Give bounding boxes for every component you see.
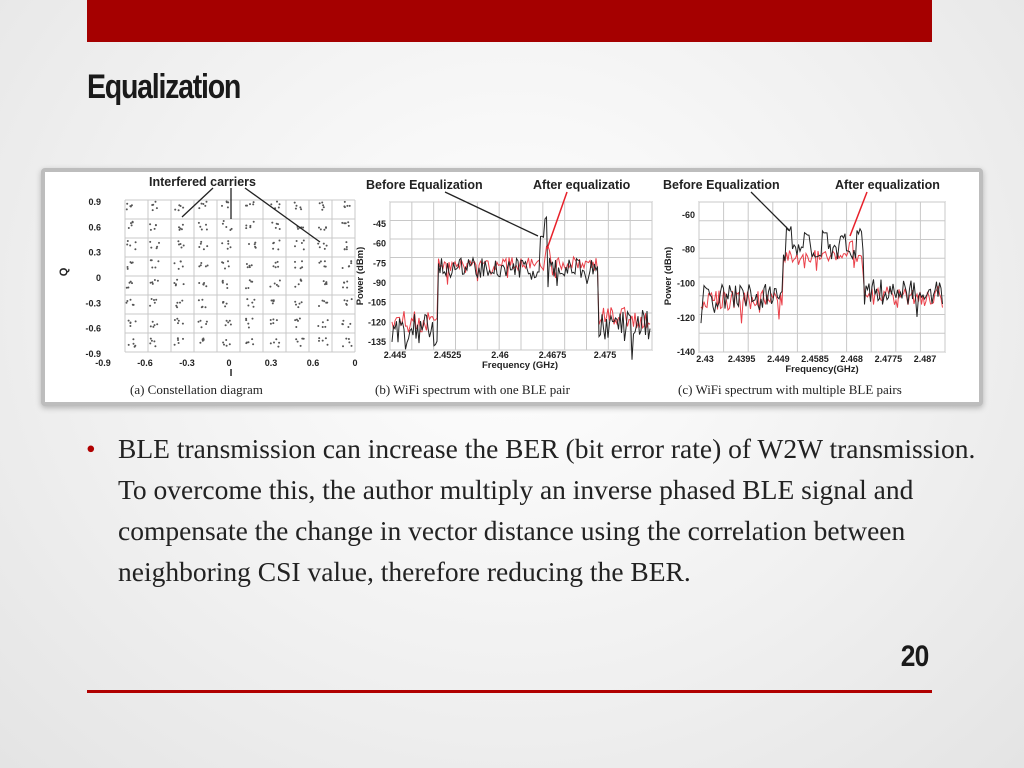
bullet-item [86, 428, 986, 592]
panel-a-y-tick-label: 0.9 [88, 197, 101, 207]
bullet-text: BLE transmission can increase the BER (bit error rate) of W2W transmission. To overcome this, the author multiply an inverse phased BLE signal and compensate the change in vector distance using the correlation between neighboring CSI value, therefore reducing the BER. [118, 433, 976, 587]
panel-a-x-label: I [229, 368, 233, 379]
panel-c-caption: (c) WiFi spectrum with multiple BLE pairs [678, 382, 902, 397]
panel-a-x-tick-label: -0.3 [179, 358, 195, 368]
panel-c-y-tick-label: -120 [676, 312, 695, 323]
panel-a-x-tick-label: -0.9 [95, 358, 111, 368]
panel-a-x-tick-label: 0 [352, 358, 358, 368]
panel-c-y-tick-label: -80 [681, 244, 695, 255]
panel-b-x-label: Frequency (GHz) [481, 360, 559, 371]
bullet-dot: • [86, 433, 96, 464]
panel-b-x-tick-label: 2.475 [593, 350, 617, 360]
panel-b-y-tick-label: -120 [367, 317, 386, 328]
panel-b-y-tick-label: -135 [367, 337, 386, 347]
panel-a-constellation [58, 175, 358, 397]
panel-a-y-tick-label: 0 [95, 273, 101, 283]
panel-a-x-tick-label: 0.3 [264, 358, 278, 368]
panel-b-y-tick-label: -75 [372, 258, 386, 269]
panel-a-caption: (a) Constellation diagram [130, 382, 263, 397]
panel-a-y-tick-label: -0.3 [85, 298, 101, 309]
panel-b-y-tick-label: -105 [367, 297, 386, 308]
panel-c-x-tick-label: 2.43 [696, 354, 714, 364]
panel-c-x-tick-label: 2.4775 [874, 354, 903, 364]
panel-b-before-label: Before Equalization [366, 178, 483, 192]
panel-a-y-tick-label: 0.3 [88, 247, 101, 258]
panel-c-x-tick-label: 2.487 [913, 354, 937, 364]
panel-c-x-tick-label: 2.449 [767, 354, 790, 364]
panel-a-y-tick-label: -0.6 [85, 323, 101, 334]
panel-b-caption: (b) WiFi spectrum with one BLE pair [375, 382, 570, 397]
panel-b-after-label: After equalizatio [533, 178, 631, 192]
panel-c-x-label: Frequency(GHz) [785, 364, 859, 375]
panel-b-x-tick-label: 2.445 [383, 350, 407, 360]
panel-a-x-tick-label: -0.6 [137, 358, 153, 368]
panel-a-y-label: Q [58, 267, 70, 277]
panel-b-x-tick-label: 2.46 [491, 350, 509, 360]
panel-a-x-tick-label: 0.6 [306, 358, 320, 368]
panel-b-y-label: Power (dBm) [355, 246, 366, 306]
panel-c-y-tick-label: -60 [681, 210, 695, 220]
panel-c-x-tick-label: 2.4585 [801, 354, 829, 364]
panel-c-x-tick-label: 2.4395 [727, 354, 756, 364]
panel-b-y-tick-label: -45 [372, 219, 386, 229]
panel-b-y-tick-label: -60 [372, 238, 386, 249]
panel-c-y-tick-label: -140 [676, 347, 695, 357]
panel-b-x-tick-label: 2.4675 [538, 350, 567, 360]
panel-c-before-label: Before Equalization [663, 178, 780, 192]
panel-c-spectrum [663, 178, 945, 397]
panel-a-y-tick-label: -0.9 [85, 349, 101, 359]
page-number: 20 [900, 640, 928, 673]
panel-c-x-tick-label: 2.468 [840, 354, 863, 364]
panel-a-y-tick-label: 0.6 [88, 222, 101, 233]
bottom-accent-rule [87, 690, 932, 693]
figure-image [41, 168, 983, 406]
panel-b-y-tick-label: -90 [372, 278, 386, 288]
panel-a-x-tick-label: 0 [226, 358, 232, 368]
panel-b-spectrum [355, 178, 652, 397]
top-accent-bar [87, 0, 932, 42]
panel-a-annotation: Interfered carriers [149, 175, 257, 189]
panel-c-y-tick-label: -100 [676, 278, 695, 289]
panel-c-y-label: Power (dBm) [663, 246, 674, 306]
slide-title: Equalization [87, 68, 241, 106]
panel-b-x-tick-label: 2.4525 [433, 350, 462, 360]
panel-c-after-label: After equalization [835, 178, 940, 192]
